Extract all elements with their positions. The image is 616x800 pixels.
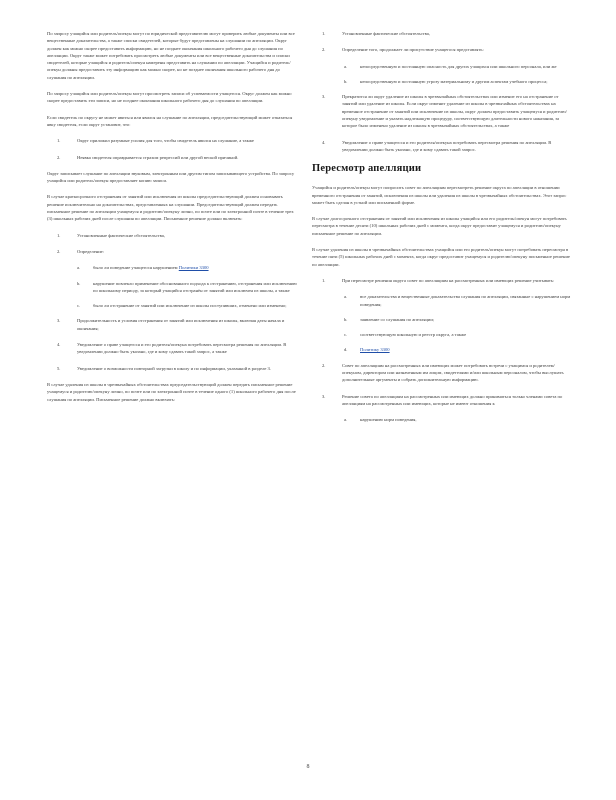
paragraph: В случае удаления из школы в чрезвычайных обстоятельствах председательствующий должен передать письменное решение учащемуся и родителю/опекуну лично, по почте или по электронной почте в течение одного (1) школьного рабочего дня после слушания по апелляции. Письменное решение должно включать: <box>47 381 296 402</box>
policy-3300-link[interactable]: Политику 3300 <box>360 347 390 353</box>
list-item <box>47 232 297 239</box>
list-number: 3. <box>322 94 326 100</box>
sub-list-item <box>344 316 574 323</box>
sub-text: нарушение повлекло применение обоснованного подхода к отстранению, отстранения или исключению по школьному периоду, за который учащийся отстранён от занятий или исключен из школы, а также <box>93 280 297 293</box>
list-number: 2. <box>322 47 326 53</box>
list-item <box>312 277 574 284</box>
sub-list-item <box>77 302 297 309</box>
list-number: 1. <box>322 31 326 36</box>
list-number: 2. <box>57 154 61 160</box>
sub-list-item <box>344 416 574 423</box>
list-item <box>47 248 297 255</box>
sub-list-item <box>344 331 574 338</box>
list-number: 3. <box>322 393 326 399</box>
sub-text: было ли поведение учащегося нарушением <box>93 265 178 271</box>
sub-text: нарушению норм поведения, <box>360 417 417 423</box>
list-item <box>47 365 297 372</box>
paragraph: Округ записывает слушание по апелляции звуковым, электронным или другим типом записывающего устройства. По запросу учащийся или родитель/опекун предоставляет копию записи. <box>47 170 295 184</box>
list-item <box>47 154 297 161</box>
list-text: Уведомление о праве учащегося и его родителя/опекуна потребовать пересмотра решения по апелляции. В уведомлении должно быть указано, где и кому сдавать такой запрос. <box>342 139 552 152</box>
sub-letter: b. <box>344 316 348 322</box>
list-number: 1. <box>322 277 326 283</box>
list-item <box>47 137 297 144</box>
paragraph: Если свидетель по округу не может явиться или явился на слушание по апелляции, председательствующий может отказаться явку свидетеля, если округ установит, что: <box>47 114 293 127</box>
paragraph: По запросу учащийся или родитель/опекун могут по юридической представителю могут проверить любые документы или все вещественные доказательства, а также списки свидетелей, которые будут представлены на слушании по апелляции. Округ должен как можно скорее предоставить информацию, но не позднее окончания школьного рабочего дня до слушания по апелляции. Округ также может потребовать просмотреть любые документы или все вещественные доказательства и списки свидетелей, которые учащийся и родитель/опекун намерены представить на слушании по апелляции. Учащийся и родитель/опекун должны предоставить эту информацию как можно скорее, но не позднее окончания школьного рабочего дня до слушания по апелляции. <box>47 31 295 80</box>
list-text: Продолжительность и условия отстранения от занятий или исключения из школы, включая даты начала и окончания; <box>77 318 285 331</box>
list-number: 4. <box>57 342 61 348</box>
list-text: Установленные фактические обстоятельства, <box>77 232 165 238</box>
list-text: Установленные фактические обстоятельства, <box>342 31 430 36</box>
paragraph: В случае краткосрочного отстранения от занятий или исключения из школы председательствующий должен основывать решение исключительно на доказательствах, представленных на слушании. Председательствующий должен передать письменное решение по апелляции учащемуся и родителю/опекуну лично, по почте или по электронной почте в течение трех (3) школьных рабочих дней после слушания по апелляции. Письменное решение должно включать: <box>47 194 294 222</box>
sub-text: было ли отстранение от занятий или исключение из школы поступивших, отменено или изменено; <box>93 303 287 309</box>
list-number: 2. <box>322 362 326 368</box>
list-number: 4. <box>322 139 326 145</box>
list-number: 1. <box>57 232 61 238</box>
sub-list-item <box>344 346 574 353</box>
list-text: Определение: <box>77 248 104 254</box>
sub-letter: a. <box>344 294 348 300</box>
sub-letter: b. <box>77 280 81 286</box>
list-text: Неявка свидетеля оправдывается страхом репрессий или другой веской причиной. <box>77 154 239 160</box>
sub-list-item <box>77 280 297 295</box>
section-heading: Пересмотр апелляции <box>312 163 422 175</box>
list-text: Определение того, продолжает ли присутствие учащегося представлять: <box>342 47 484 53</box>
paragraph: По запросу учащийся или родитель/опекун могут просмотреть записи об успеваемости учащегося. Округ должен как можно скорее предоставить эти записи, но не позднее окончания школьного рабочего дня до слушания по апелляции. <box>47 91 292 104</box>
sub-letter: d. <box>344 347 348 353</box>
sub-list-item <box>344 63 574 70</box>
list-item <box>312 46 574 53</box>
sub-letter: b. <box>344 78 348 84</box>
sub-letter: c. <box>77 303 81 309</box>
list-item <box>47 341 297 356</box>
sub-text: соответствующую школьную и реестр округа, а также <box>360 332 467 338</box>
list-item <box>312 393 574 408</box>
list-text: Округ приложил разумные усилия для того, чтобы свидетель явился на слушание, а также <box>77 138 254 144</box>
right-column <box>312 30 574 432</box>
list-item <box>312 362 574 384</box>
sub-list-item <box>77 264 297 271</box>
list-item <box>312 93 574 129</box>
page-number: 8 <box>306 764 310 770</box>
sub-text: непосредственную и постоянную опасность для других учащихся или школьного персонала, или же <box>360 63 557 69</box>
list-item <box>47 317 297 332</box>
left-column <box>47 30 297 412</box>
list-text: Уведомление о возможности повторной загрузки в школу и по информации, указанной в разделе 3. <box>77 365 271 371</box>
list-text: Совет по апелляциям на рассмотренных или имеющих может потребовать встречи с учащимся и родителем/опекуном, директором или назначенным им лицом, свидетелями и/или школьным персоналом, чтобы выслушать дополнительные аргументы и собрать дополнительную информацию. <box>342 362 564 383</box>
list-number: 1. <box>57 138 61 144</box>
list-text: При пересмотре решения округа совет по апелляциям на рассмотренных или имеющих решение учитывать: <box>342 277 555 283</box>
paragraph: В случае удаления из школы в чрезвычайных обстоятельствах учащийся или его родитель/опекун могут потребовать пересмотра в течение пяти (5) школьных рабочих дней с момента, когда округ предоставит учащемуся и родителю/опекуну письменное решение по апелляции. <box>312 247 570 267</box>
sub-text: заявление со слушания по апелляции; <box>360 316 435 322</box>
list-item <box>312 30 574 37</box>
sub-text: непосредственную и постоянную угрозу материальному и другим аспектам учебного процесса; <box>360 78 548 84</box>
list-text: Решение совета по апелляциям на рассмотренных или имеющих должно приниматься только членами совета по апелляциям на рассмотренных или имеющих, которые не имеют отношения к <box>342 393 563 406</box>
paragraph: В случае долгосрочного отстранения от занятий или исключения из школы учащийся или его родитель/опекун могут потребовать пересмотра в течение десяти (10) школьных рабочих дней с момента, когда округ предоставит учащемуся и родителю/опекуну письменное решение по апелляции. <box>312 216 567 236</box>
list-number: 5. <box>57 365 61 371</box>
list-text: Прекратится ли округ удаление из школы в чрезвычайных обстоятельствах или изменит его на отстранение от занятий или удаление из школы. Если округ изменит удаление из школы в чрезвычайных обстоятельствах на временное отстранение от занятий или исключение из школы, округ должен предоставить учащемуся и родителю/опекуну уведомление и указать надлежащую процедуру, соответствующую длительности нового наказания, за которое было изменено удаление из школы в чрезвычайных обстоятельствах, а также <box>342 94 567 129</box>
sub-list-item <box>344 78 574 85</box>
list-number: 3. <box>57 318 61 324</box>
sub-letter: a. <box>344 63 348 69</box>
sub-letter: a. <box>344 417 348 423</box>
sub-letter: c. <box>344 332 348 338</box>
list-item <box>312 139 574 154</box>
paragraph: Учащийся и родитель/опекун могут попросить совет по апелляциям пересмотреть решение округа по апелляции в отношении временного отстранения от занятий, исключения из школы или удаления из школы в чрезвычайных обстоятельствах. Этот запрос может быть сделан в устной или письменной форме. <box>312 185 567 205</box>
sub-list-item <box>344 293 574 308</box>
list-number: 2. <box>57 248 61 254</box>
sub-text: все доказательства и вещественные доказательства слушания по апелляции, связанные с нарушением норм поведения; <box>360 294 571 307</box>
list-text: Уведомление о праве учащегося и его родителя/опекуна потребовать пересмотра решения по апелляции. В уведомлении должно быть указано, где и кому сдавать такой запрос, а также <box>77 342 287 355</box>
policy-3300-link[interactable]: Политики 3300 <box>178 265 209 271</box>
sub-letter: a. <box>77 265 81 271</box>
